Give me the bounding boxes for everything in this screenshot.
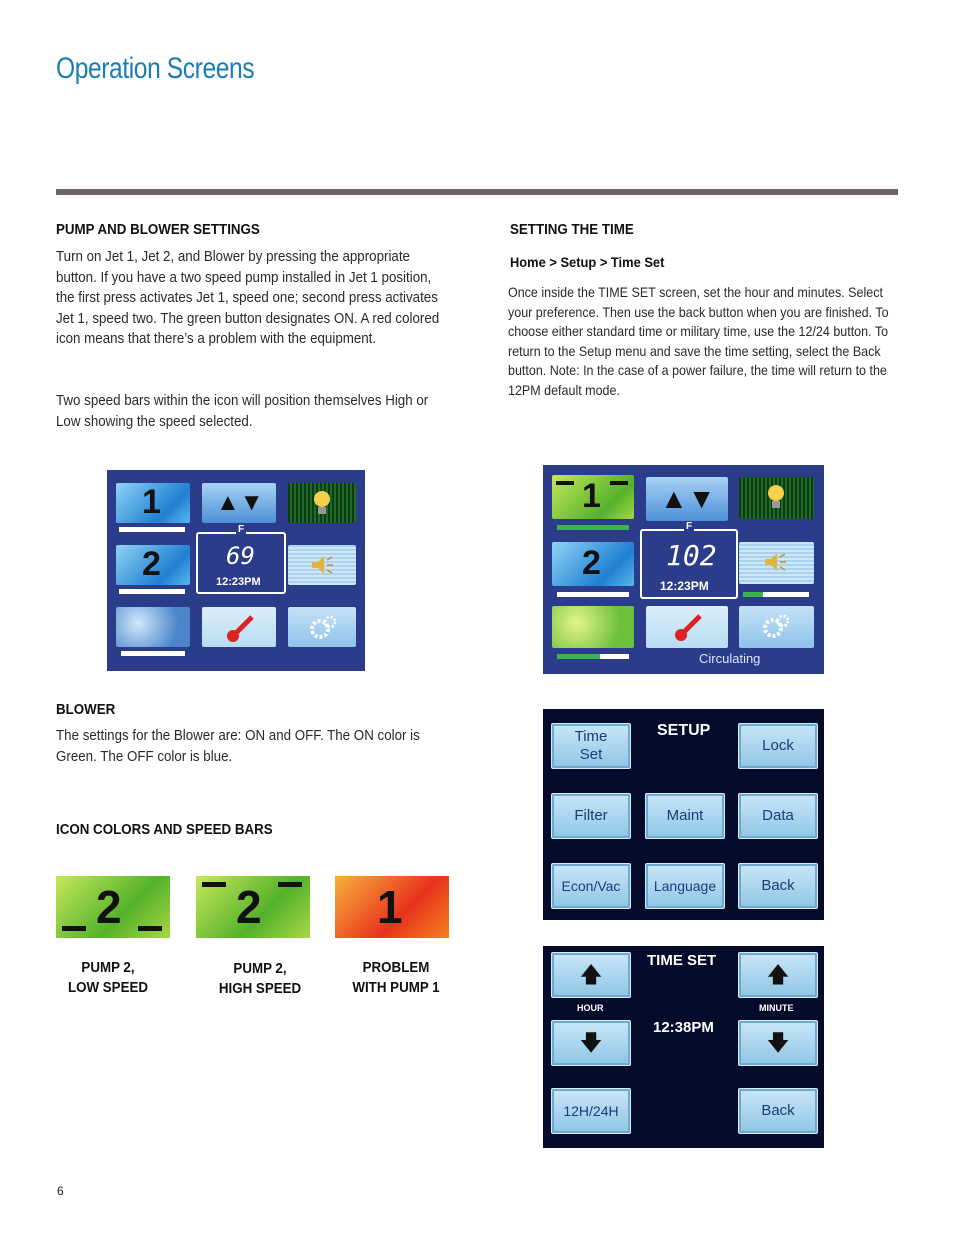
clock-time: 12:23PM (660, 579, 709, 593)
control-screen-on (543, 465, 824, 674)
pump1-problem-icon: 1 (335, 876, 449, 938)
jet2-speed-bar (119, 589, 185, 594)
time-set-button[interactable]: Time Set (551, 723, 631, 769)
pump2-low-speed-icon: 2 (56, 876, 170, 938)
back-button[interactable]: Back (738, 1088, 818, 1134)
status-text: Circulating (699, 651, 761, 666)
minute-down-button[interactable] (738, 1020, 818, 1066)
page-title: Operation Screens (56, 52, 255, 85)
setting-time-heading: SETTING THE TIME (510, 222, 634, 238)
blower-para: The settings for the Blower are: ON and OFF. The ON color is Green. The OFF color is blue. (56, 728, 420, 765)
settings-button[interactable] (739, 606, 814, 648)
hour-down-button[interactable] (551, 1020, 631, 1066)
up-down-arrows-icon: ▲▼ (660, 483, 716, 514)
pump-blower-heading: PUMP AND BLOWER SETTINGS (56, 222, 260, 238)
temp-up-down-button[interactable] (202, 483, 276, 523)
audio-button[interactable] (739, 542, 814, 584)
jet1-speed-bar (119, 527, 185, 532)
up-down-arrows-icon: ▲▼ (216, 489, 264, 516)
arrow-up-icon: 🡅 (766, 962, 790, 987)
setting-time-para: Once inside the TIME SET screen, set the hour and minutes. Select your preference. Then use the back button when you are finished. To choose either standard time or military time, use the 12/24 button. To return to the Setup menu and save the time setting, select the Back button. Note: In the case of a power failure, the time will return to the 12PM default mode. (508, 285, 889, 398)
caption-pump2-high: PUMP 2, HIGH SPEED (218, 961, 302, 997)
speaker-icon (310, 554, 334, 576)
setting-time-path: Home > Setup > Time Set (510, 254, 665, 270)
pump2-high-speed-icon: 2 (196, 876, 310, 938)
time-value: 12:38PM (653, 1019, 714, 1036)
lock-button[interactable]: Lock (738, 723, 818, 769)
lightbulb-icon (313, 489, 331, 517)
hour-label: HOUR (577, 1003, 604, 1013)
econ-vac-button[interactable]: Econ/Vac (551, 863, 631, 909)
time-set-screen (543, 946, 824, 1148)
thermometer-icon (672, 612, 704, 642)
jet2-speed-bar (557, 592, 629, 597)
caption-pump2-low: PUMP 2, LOW SPEED (67, 960, 149, 996)
audio-button[interactable] (288, 545, 356, 585)
maint-button[interactable]: Maint (645, 793, 725, 839)
jet1-speed-bar (557, 525, 629, 530)
blower-button[interactable] (116, 607, 190, 647)
blower-heading: BLOWER (56, 702, 116, 718)
back-button[interactable]: Back (738, 863, 818, 909)
data-button[interactable]: Data (738, 793, 818, 839)
time-set-title: TIME SET (647, 952, 717, 969)
blower-bar (121, 651, 185, 656)
filter-button[interactable]: Filter (551, 793, 631, 839)
jet2-button[interactable]: 2 (116, 545, 190, 585)
temp-up-down-button[interactable] (646, 477, 728, 521)
temperature-display: F 69 12:23PM (196, 532, 286, 594)
jet2-button[interactable]: 2 (552, 542, 634, 586)
12h-24h-button[interactable]: 12H/24H (551, 1088, 631, 1134)
arrow-up-icon: 🡅 (579, 962, 603, 987)
header-rule (56, 189, 898, 195)
setup-screen (543, 709, 824, 920)
caption-pump1-problem: PROBLEM WITH PUMP 1 (352, 960, 440, 996)
minute-label: MINUTE (759, 1003, 794, 1013)
settings-button[interactable] (288, 607, 356, 647)
gear-icon (308, 615, 336, 641)
setup-title: SETUP (657, 722, 711, 739)
pump-blower-para1: Turn on Jet 1, Jet 2, and Blower by pressing the appropriate button. If you have a two speed pump installed in Jet 1 position, the first press activates Jet 1, speed one; second press activates Jet 1, speed two. The green button designates ON. A red colored icon means that there’s a problem with the equipment. (56, 249, 440, 348)
temperature-value: 102 (666, 539, 717, 572)
light-button[interactable] (288, 483, 356, 523)
light-button[interactable] (739, 477, 814, 519)
pump-blower-para2: Two speed bars within the icon will position themselves High or Low showing the speed selected. (56, 393, 429, 430)
heater-button[interactable] (202, 607, 276, 647)
minute-up-button[interactable] (738, 952, 818, 998)
heater-button[interactable] (646, 606, 728, 648)
hour-up-button[interactable] (551, 952, 631, 998)
blower-bar (557, 654, 629, 659)
jet1-button[interactable]: 1 (116, 483, 190, 523)
temperature-display: F 102 12:23PM (640, 529, 738, 599)
speaker-icon (763, 551, 787, 573)
arrow-down-icon: 🡇 (579, 1030, 603, 1055)
clock-time: 12:23PM (216, 576, 261, 588)
jet1-button[interactable]: 1 (552, 475, 634, 519)
audio-level-bar (743, 592, 809, 597)
temperature-value: 69 (226, 542, 255, 570)
blower-button[interactable] (552, 606, 634, 648)
arrow-down-icon: 🡇 (766, 1030, 790, 1055)
language-button[interactable]: Language (645, 863, 725, 909)
icon-colors-heading: ICON COLORS AND SPEED BARS (56, 822, 273, 838)
lightbulb-icon (767, 483, 785, 513)
thermometer-icon (224, 613, 256, 643)
control-screen-off (107, 470, 365, 671)
gear-icon (761, 614, 789, 640)
page-number: 6 (57, 1184, 64, 1198)
